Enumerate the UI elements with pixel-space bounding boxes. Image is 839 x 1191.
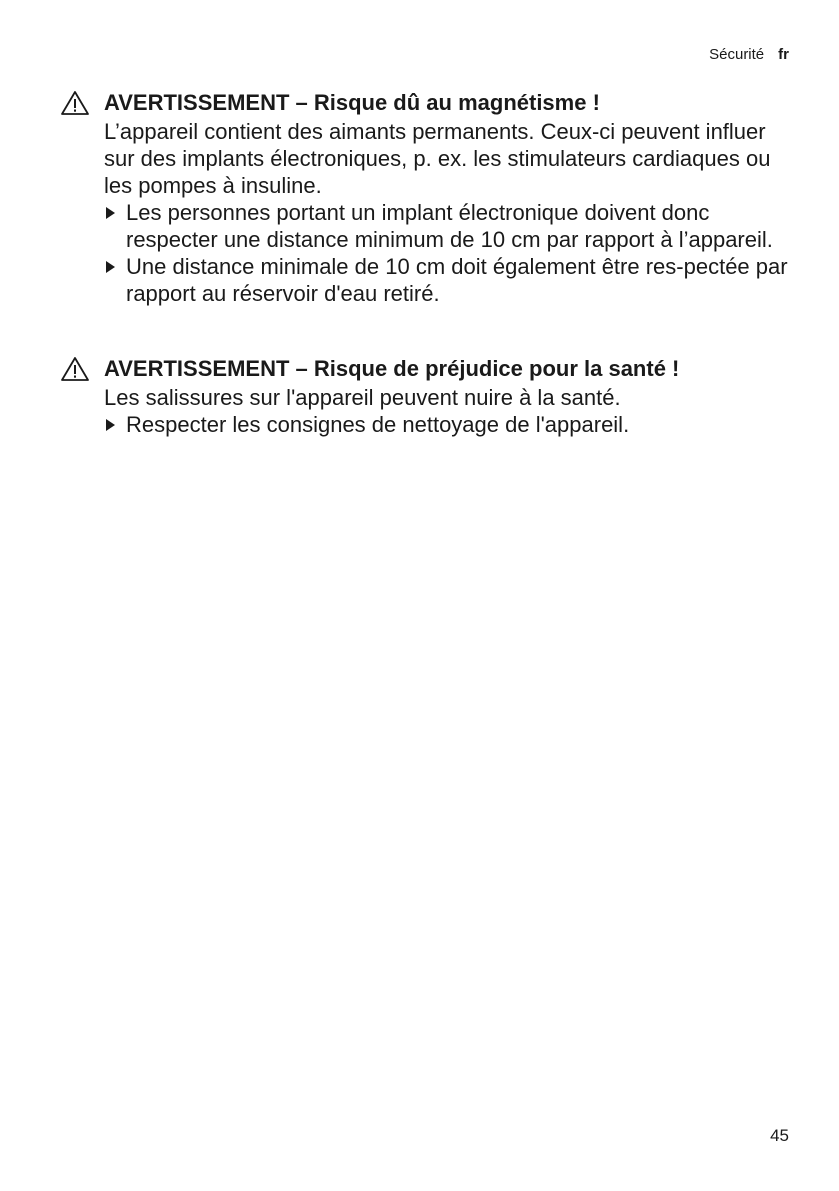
step-text: Respecter les consignes de nettoyage de l'appareil. bbox=[126, 412, 630, 437]
warning-title: AVERTISSEMENT – Risque dû au magnétisme ! bbox=[104, 90, 600, 115]
step-list bbox=[104, 199, 800, 307]
warning-heading bbox=[60, 88, 800, 118]
warning-heading bbox=[60, 354, 800, 384]
step-item bbox=[104, 253, 800, 307]
step-item bbox=[104, 411, 800, 438]
warning-body bbox=[104, 384, 800, 438]
section-name: Sécurité bbox=[709, 46, 765, 63]
bullet-arrow-icon bbox=[106, 261, 115, 273]
step-text: Les personnes portant un implant électronique doivent donc respecter une distance minimum de 10 cm par rapport à l’appareil. bbox=[126, 200, 773, 252]
language-code: fr bbox=[778, 46, 789, 63]
bullet-arrow-icon bbox=[106, 207, 115, 219]
warning-triangle-icon bbox=[60, 356, 90, 382]
bullet-arrow-icon bbox=[106, 419, 115, 431]
step-item bbox=[104, 199, 800, 253]
warning-health bbox=[60, 354, 800, 438]
warning-body bbox=[104, 118, 800, 307]
page-number: 45 bbox=[770, 1126, 789, 1145]
step-text: Une distance minimale de 10 cm doit également être res-pectée par rapport au réservoir d'eau retiré. bbox=[126, 254, 788, 306]
warning-text: Les salissures sur l'appareil peuvent nuire à la santé. bbox=[104, 385, 621, 410]
step-list bbox=[104, 411, 800, 438]
warning-text: L’appareil contient des aimants permanents. Ceux-ci peuvent influer sur des implants électroniques, p. ex. les stimulateurs cardiaques ou les pompes à insuline. bbox=[104, 119, 771, 198]
warning-title: AVERTISSEMENT – Risque de préjudice pour la santé ! bbox=[104, 356, 680, 381]
warning-triangle-icon bbox=[60, 90, 90, 116]
running-header bbox=[709, 46, 789, 63]
warning-magnetism bbox=[60, 88, 800, 307]
